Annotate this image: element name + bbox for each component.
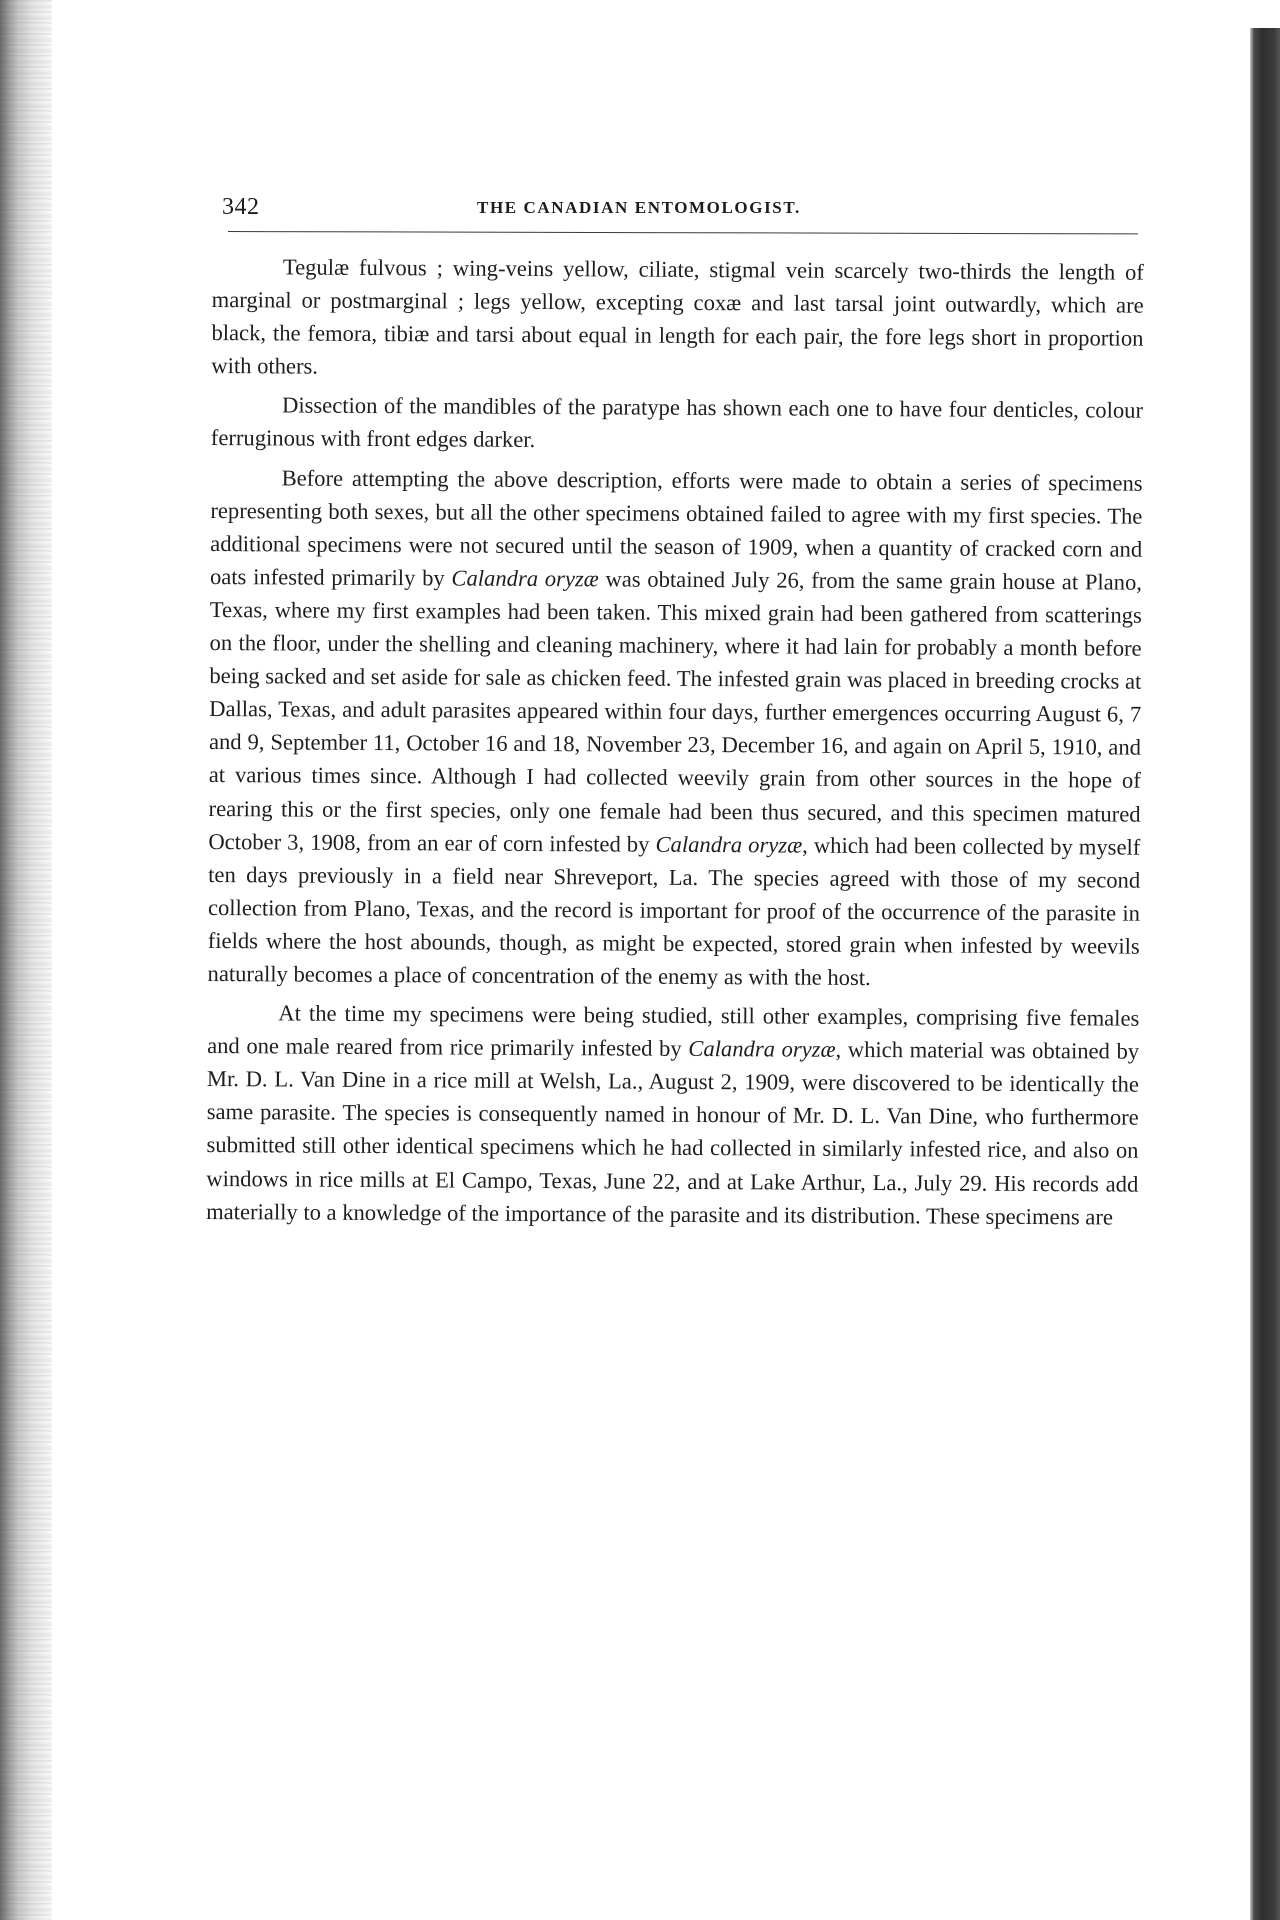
page-header: [222, 194, 1142, 228]
text-run: At the time my specimens were being studied, still other examples, comprising five females and one male reared from rice primarily infested by: [207, 1000, 1140, 1062]
paragraph: [207, 461, 1142, 996]
page-number: 342: [222, 194, 260, 220]
paragraph: [211, 388, 1143, 460]
text-run: Before attempting the above description, efforts were made to obtain a series of specimens representing both sexes, but all the other specimens obtained failed to agree with my first species. The additional specimens were not secured until the season of 1909, when a quantity of cracked corn and oats infested primarily by: [209, 464, 1143, 591]
text-run: Dissection of the mandibles of the paratype has shown each one to have four denticles, colour ferruginous with front edges darker.: [210, 392, 1144, 453]
text-run: Tegulæ fulvous ; wing-veins yellow, ciliate, stigmal vein scarcely two-thirds the length of marginal or postmarginal ; legs yellow, excepting coxæ and last tarsal joint outwardly, which are black, the femora, tibiæ and tarsi about equal in length for each pair, the fore legs short in proportion with others.: [211, 254, 1144, 379]
binding-shadow-left: [0, 0, 52, 1920]
paragraph: [206, 996, 1139, 1233]
paragraph: [211, 250, 1144, 388]
book-edge-right: [1250, 28, 1280, 1920]
article-body: [206, 250, 1144, 1239]
species-name: Calandra oryzæ: [451, 565, 599, 592]
text-run: , which material was obtained by Mr. D. L. Van Dine in a rice mill at Welsh, La., August 2, 1909, were discovered to be identically the same parasite. The species is consequently named in honour of Mr. D. L. Van Dine, who furthermore submitted still other identical specimens which he had collected in similarly infested rice, and also on windows in rice mills at El Campo, Texas, June 22, and at Lake Arthur, La., July 29. His records add materially to a knowledge of the importance of the parasite and its distribution. These specimens are: [206, 1036, 1140, 1230]
text-run: , which had been collected by myself ten days previously in a field near Shreveport, La. The species agreed with those of my second collection from Plano, Texas, and the record is important for proof of the occurrence of the parasite in fields where the host abounds, though, as might be expected, stored grain when infested by weevils naturally becomes a place of concentration of the enemy as with the host.: [207, 832, 1141, 991]
header-rule: [228, 231, 1138, 234]
running-title: THE CANADIAN ENTOMOLOGIST.: [477, 198, 801, 217]
text-run: was obtained July 26, from the same grain house at Plano, Texas, where my first examples had been taken. This mixed grain had been gathered from scatterings on the floor, under the shelling and cleaning machinery, where it had lain for probably a month before being sacked and set aside for sale as chicken feed. The infested grain was placed in breeding crocks at Dallas, Texas, and adult parasites appeared within four days, further emergences occurring August 6, 7 and 9, September 11, October 16 and 18, November 23, December 16, and again on April 5, 1910, and at various times since. Although I had collected weevily grain from other sources in the hope of rearing this or the first species, only one female had been thus secured, and this specimen matured October 3, 1908, from an ear of corn infested by: [208, 566, 1143, 857]
species-name: Calandra oryzæ: [688, 1036, 836, 1062]
species-name: Calandra oryzæ: [655, 831, 803, 858]
